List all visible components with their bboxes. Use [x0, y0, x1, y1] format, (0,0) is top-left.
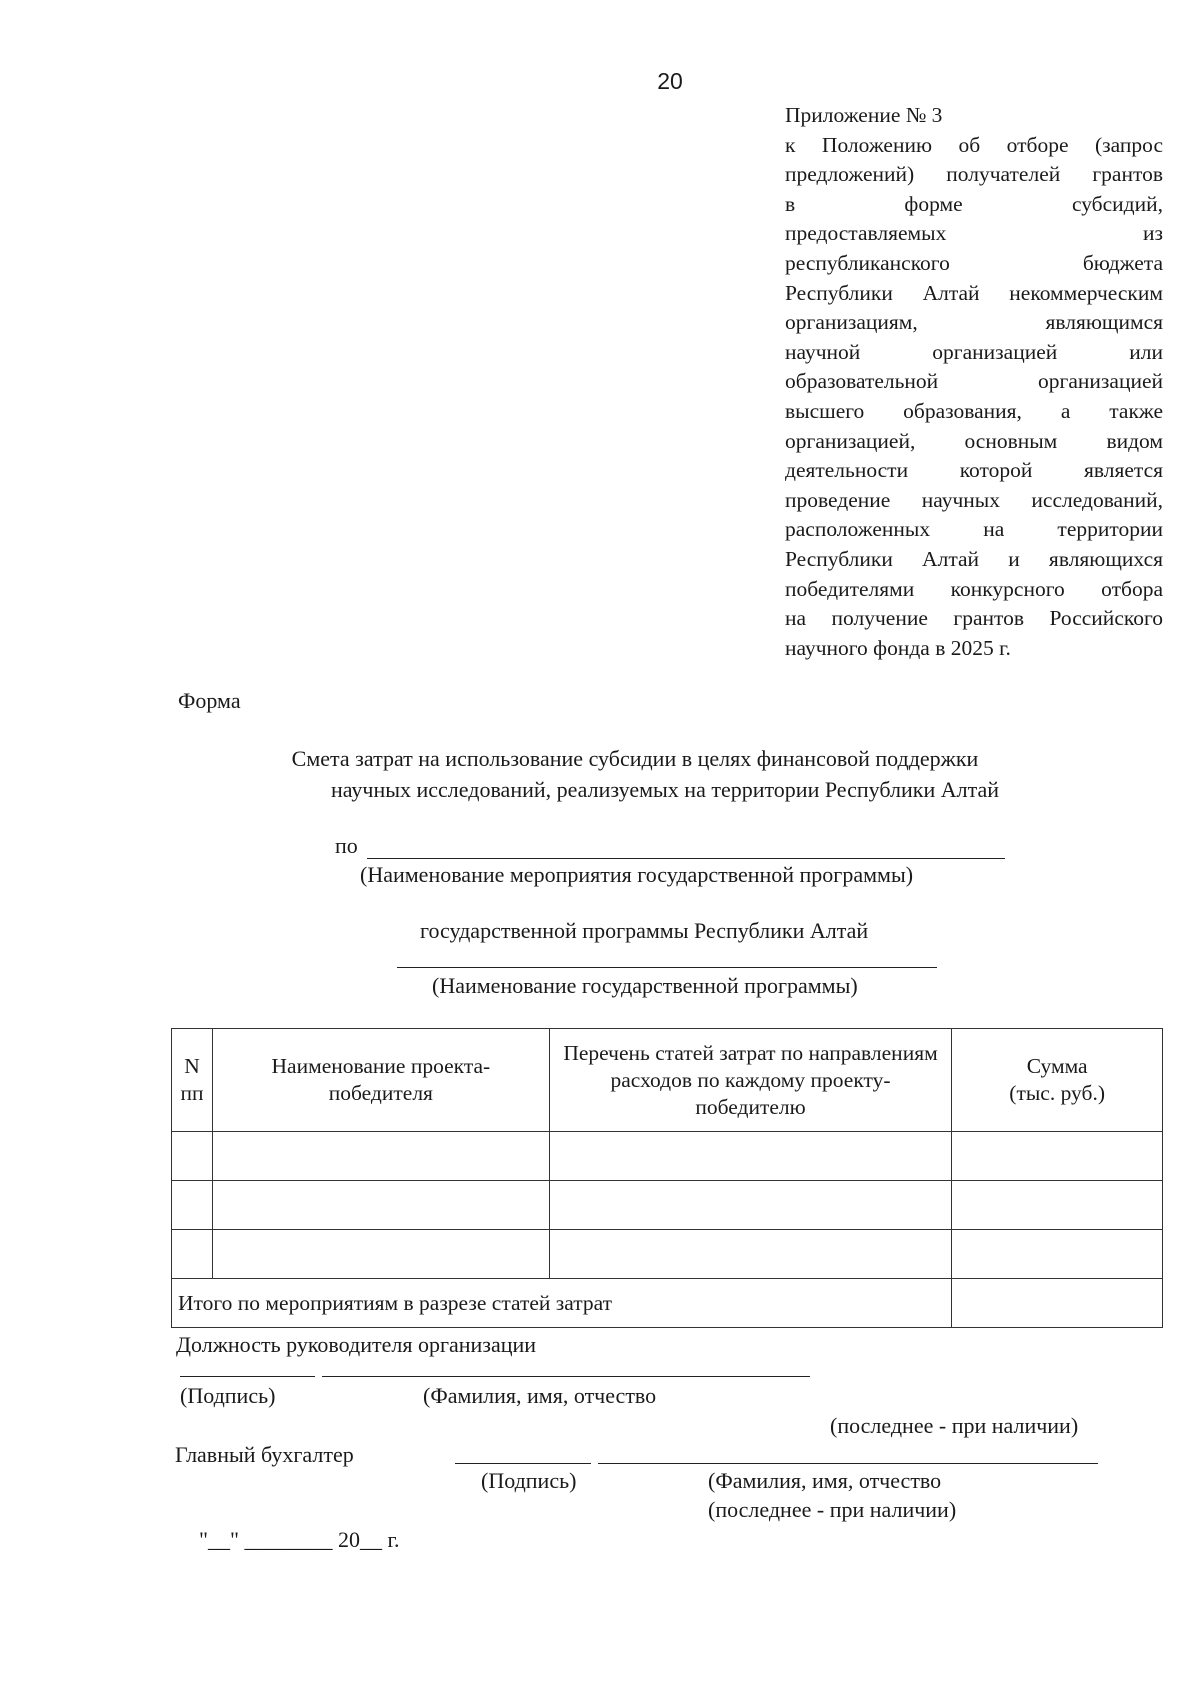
total-label: Итого по мероприятиям в разрезе статей затрат — [172, 1279, 952, 1328]
page-number: 20 — [657, 68, 683, 94]
po-prefix: по — [335, 833, 358, 858]
cost-estimate-table — [171, 1028, 1163, 1328]
accountant-fio-caption: (Фамилия, имя, отчество — [708, 1468, 942, 1493]
header-project-name — [212, 1029, 549, 1132]
cell-cost-items[interactable] — [549, 1230, 952, 1279]
cell-project-name[interactable] — [212, 1181, 549, 1230]
header-number-line2: пп — [180, 1081, 204, 1105]
header-number — [172, 1029, 213, 1132]
accountant-fio-note: (последнее - при наличии) — [708, 1497, 957, 1522]
appendix-line: предложений) получателей грантов — [785, 162, 1163, 187]
program-text: государственной программы Республики Алтай — [420, 918, 869, 943]
accountant-fio-line[interactable] — [598, 1463, 1098, 1464]
total-sum-cell[interactable] — [952, 1279, 1163, 1328]
chief-accountant-label: Главный бухгалтер — [175, 1442, 354, 1467]
table-row — [172, 1132, 1163, 1181]
appendix-line: республиканского бюджета — [785, 250, 1163, 275]
appendix-line: научного фонда в 2025 г. — [785, 635, 1011, 660]
head-fio-caption: (Фамилия, имя, отчество — [423, 1383, 657, 1408]
appendix-line: победителями конкурсного отбора — [785, 576, 1163, 601]
cell-sum[interactable] — [952, 1181, 1163, 1230]
appendix-line: проведение научных исследований, — [785, 487, 1163, 512]
header-cost-items — [549, 1029, 952, 1132]
appendix-line: научной организацией или — [785, 339, 1163, 364]
cell-project-name[interactable] — [212, 1132, 549, 1181]
table-total-row — [172, 1279, 1163, 1328]
header-sum — [952, 1029, 1163, 1132]
cell-project-name[interactable] — [212, 1230, 549, 1279]
header-sum-line1: Сумма — [1026, 1054, 1088, 1078]
table-row — [172, 1181, 1163, 1230]
title-line: Смета затрат на использование субсидии в целях финансовой поддержки — [291, 746, 979, 771]
header-project-name-text: Наименование проекта-победителя — [271, 1054, 491, 1105]
header-number-line1: N — [184, 1054, 200, 1078]
head-position-label: Должность руководителя организации — [176, 1332, 537, 1357]
accountant-signature-line[interactable] — [455, 1463, 591, 1464]
date-line[interactable]: "__" ________ 20__ г. — [199, 1527, 400, 1552]
head-signature-caption: (Подпись) — [180, 1383, 276, 1408]
cell-number[interactable] — [172, 1132, 213, 1181]
table-row — [172, 1230, 1163, 1279]
title-line: научных исследований, реализуемых на территории Республики Алтай — [330, 777, 1000, 802]
header-cost-items-text: Перечень статей затрат по направлениям расходов по каждому проекту-победителю — [563, 1040, 938, 1119]
head-fio-line[interactable] — [322, 1376, 810, 1377]
cell-number[interactable] — [172, 1181, 213, 1230]
appendix-line: на получение грантов Российского — [785, 606, 1163, 631]
cell-sum[interactable] — [952, 1230, 1163, 1279]
event-name-caption: (Наименование мероприятия государственной программы) — [360, 862, 914, 887]
cell-cost-items[interactable] — [549, 1132, 952, 1181]
program-name-fill-line[interactable] — [397, 967, 937, 968]
header-sum-line2: (тыс. руб.) — [1009, 1081, 1105, 1105]
appendix-line: организацией, основным видом — [785, 428, 1163, 453]
appendix-line: в форме субсидий, — [785, 191, 1163, 216]
appendix-line: расположенных на территории — [785, 517, 1163, 542]
cell-sum[interactable] — [952, 1132, 1163, 1181]
appendix-line: к Положению об отборе (запрос — [785, 132, 1163, 157]
head-fio-note: (последнее - при наличии) — [830, 1413, 1079, 1438]
appendix-block — [785, 101, 1163, 663]
document-title — [0, 743, 1200, 805]
head-signature-line[interactable] — [180, 1376, 315, 1377]
appendix-line: Республики Алтай некоммерческим — [785, 280, 1163, 305]
appendix-line: организациям, являющимся — [785, 310, 1163, 335]
program-name-caption: (Наименование государственной программы) — [432, 973, 858, 998]
table-header-row — [172, 1029, 1163, 1132]
appendix-line: образовательной организацией — [785, 369, 1163, 394]
event-name-fill-line[interactable] — [367, 858, 1005, 859]
appendix-line: Республики Алтай и являющихся — [785, 546, 1163, 571]
form-label: Форма — [178, 688, 241, 713]
appendix-line: высшего образования, а также — [785, 398, 1163, 423]
cell-number[interactable] — [172, 1230, 213, 1279]
appendix-line: деятельности которой является — [785, 458, 1163, 483]
appendix-line: Приложение № 3 — [785, 103, 943, 127]
cell-cost-items[interactable] — [549, 1181, 952, 1230]
appendix-line: предоставляемых из — [785, 221, 1163, 246]
accountant-signature-caption: (Подпись) — [481, 1468, 577, 1493]
